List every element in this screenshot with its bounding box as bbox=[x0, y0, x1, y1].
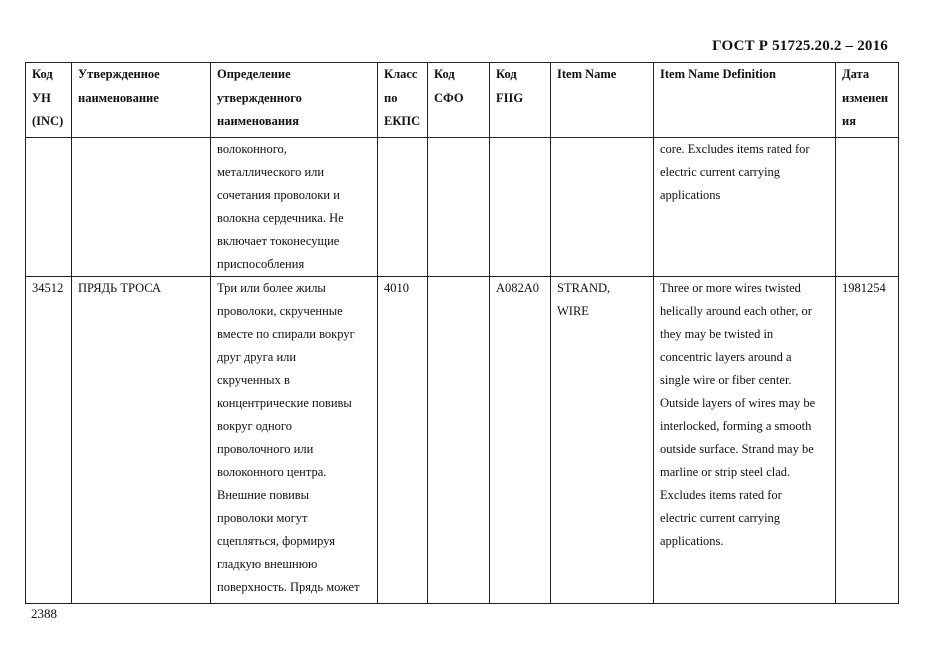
text-line: electric current carrying bbox=[660, 511, 781, 525]
cell-sfo bbox=[428, 138, 490, 277]
text-line: друг друга или bbox=[217, 350, 297, 364]
col-header-definition bbox=[211, 63, 378, 138]
text-line: concentric layers around a bbox=[660, 350, 792, 364]
col-header-item-name-definition bbox=[654, 63, 836, 138]
cell-definition-en bbox=[654, 277, 836, 604]
text-line: marline or strip steel clad. bbox=[660, 465, 791, 479]
cell-date: 1981254 bbox=[836, 277, 899, 604]
cell-fiig bbox=[490, 138, 551, 277]
cell-name-ru bbox=[72, 138, 211, 277]
cell-definition-ru bbox=[211, 138, 378, 277]
cell-definition-ru bbox=[211, 277, 378, 604]
text-line: Three or more wires twisted bbox=[660, 281, 801, 295]
text-line: волоконного, bbox=[217, 142, 287, 156]
text-line: сцепляться, формируя bbox=[217, 534, 335, 548]
text-line: изменен bbox=[842, 90, 889, 105]
col-header-item-name bbox=[551, 63, 654, 138]
text-line: УН bbox=[32, 90, 51, 105]
text-line: волокна сердечника. Не bbox=[217, 211, 344, 225]
text-line: STRAND, bbox=[557, 281, 611, 295]
text-line: ЕКПС bbox=[384, 114, 421, 128]
cell-class bbox=[378, 138, 428, 277]
text-line: Класс bbox=[384, 67, 418, 81]
cell-name-ru: ПРЯДЬ ТРОСА bbox=[72, 277, 211, 604]
col-header-date bbox=[836, 63, 899, 138]
text-line: Определение bbox=[217, 67, 291, 81]
text-line: interlocked, forming a smooth bbox=[660, 419, 812, 433]
text-line: наименование bbox=[78, 90, 159, 105]
text-line: Утвержденное bbox=[78, 67, 160, 81]
table-row bbox=[26, 277, 899, 604]
col-header-approved-name bbox=[72, 63, 211, 138]
cell-class: 4010 bbox=[378, 277, 428, 604]
table-row-continuation bbox=[26, 138, 899, 277]
text-line: applications bbox=[660, 188, 721, 202]
text-line: outside surface. Strand may be bbox=[660, 442, 814, 456]
col-header-fiig bbox=[490, 63, 551, 138]
text-line: металлического или bbox=[217, 165, 325, 179]
text-line: FIIG bbox=[496, 90, 524, 105]
text-line: Item Name bbox=[557, 67, 617, 81]
text-line: Excludes items rated for bbox=[660, 488, 782, 502]
text-line: core. Excludes items rated for bbox=[660, 142, 810, 156]
cell-sfo bbox=[428, 277, 490, 604]
text-line: WIRE bbox=[557, 304, 589, 318]
cell-item-name bbox=[551, 277, 654, 604]
cell-item-name bbox=[551, 138, 654, 277]
text-line: Item Name Definition bbox=[660, 67, 776, 81]
cell-date bbox=[836, 138, 899, 277]
text-line: ия bbox=[842, 114, 856, 128]
text-line: проволоки, скрученные bbox=[217, 304, 343, 318]
text-line: проволоки могут bbox=[217, 511, 308, 525]
cell-inc: 34512 bbox=[26, 277, 72, 604]
text-line: скрученных в bbox=[217, 373, 290, 387]
text-line: single wire or fiber center. bbox=[660, 373, 792, 387]
text-line: концентрические повивы bbox=[217, 396, 352, 410]
text-line: по bbox=[384, 90, 398, 105]
text-line: приспособления bbox=[217, 257, 305, 271]
text-line: helically around each other, or bbox=[660, 304, 812, 318]
cell-inc bbox=[26, 138, 72, 277]
item-name-table bbox=[25, 62, 899, 604]
text-line: electric current carrying bbox=[660, 165, 781, 179]
text-line: СФО bbox=[434, 90, 464, 105]
cell-definition-en bbox=[654, 138, 836, 277]
text-line: Три или более жилы bbox=[217, 281, 326, 295]
text-line: волоконного центра. bbox=[217, 465, 327, 479]
text-line: Код bbox=[434, 67, 455, 81]
text-line: проволочного или bbox=[217, 442, 314, 456]
col-header-sfo bbox=[428, 63, 490, 138]
text-line: поверхность. Прядь может bbox=[217, 580, 360, 594]
text-line: вокруг одного bbox=[217, 419, 292, 433]
text-line: гладкую внешнюю bbox=[217, 557, 318, 571]
cell-fiig: A082A0 bbox=[490, 277, 551, 604]
text-line: (INC) bbox=[32, 114, 64, 128]
col-header-class bbox=[378, 63, 428, 138]
col-header-inc bbox=[26, 63, 72, 138]
text-line: Код bbox=[496, 67, 517, 81]
text-line: Outside layers of wires may be bbox=[660, 396, 816, 410]
page-number: 2388 bbox=[31, 606, 57, 621]
text-line: Дата bbox=[842, 67, 870, 81]
text-line: they may be twisted in bbox=[660, 327, 774, 341]
text-line: сочетания проволоки и bbox=[217, 188, 340, 202]
text-line: включает токонесущие bbox=[217, 234, 340, 248]
document-header: ГОСТ Р 51725.20.2 – 2016 bbox=[712, 38, 888, 54]
text-line: Внешние повивы bbox=[217, 488, 310, 502]
text-line: applications. bbox=[660, 534, 724, 548]
text-line: вместе по спирали вокруг bbox=[217, 327, 355, 341]
text-line: наименования bbox=[217, 114, 300, 128]
table-header-row bbox=[26, 63, 899, 138]
text-line: утвержденного bbox=[217, 90, 302, 105]
text-line: Код bbox=[32, 67, 53, 81]
